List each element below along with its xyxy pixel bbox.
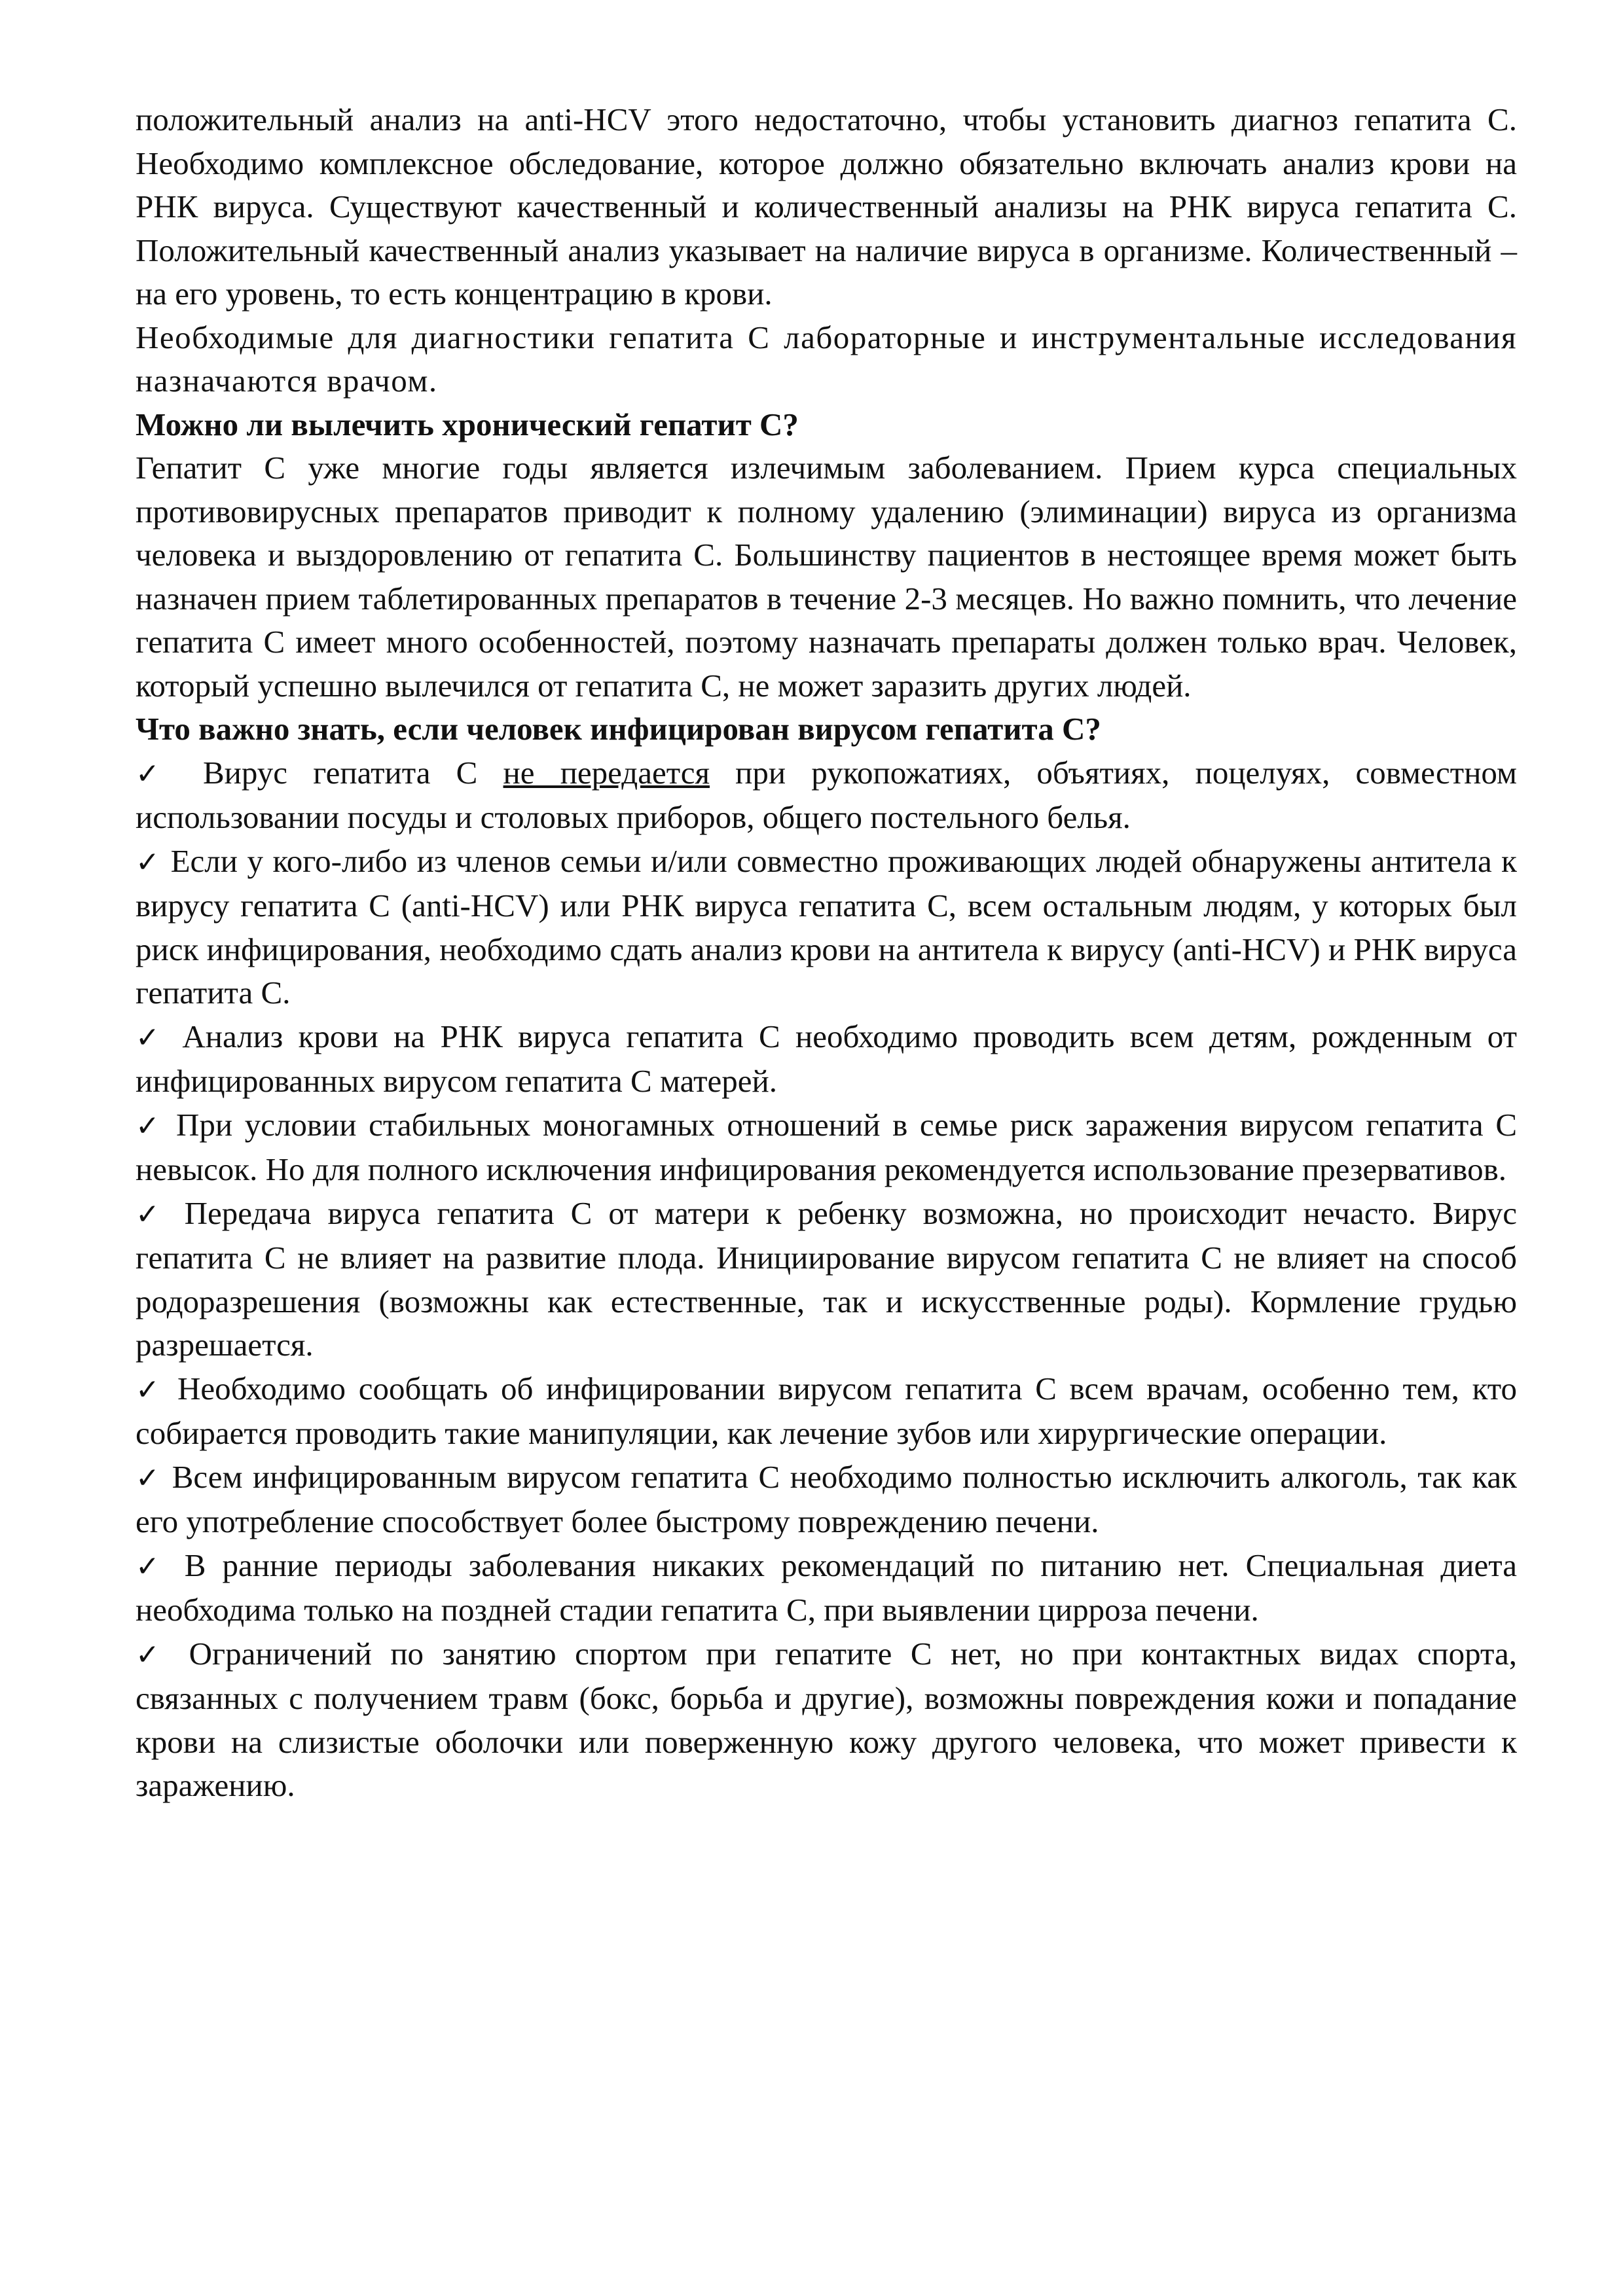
- list-item-inform-doctors: [136, 1367, 1517, 1456]
- item-text-end: при рукопожатиях, объятиях, поцелуях, совместном использовании посуды и столовых приборов, общего постельного белья.: [136, 754, 1517, 835]
- check-mark-icon: ✓: [136, 1197, 168, 1231]
- list-item-transmission: [136, 751, 1517, 840]
- check-mark-icon: ✓: [136, 1638, 171, 1672]
- list-item-diet: [136, 1544, 1517, 1632]
- list-item-sports: [136, 1632, 1517, 1808]
- treatment-paragraph: Гепатит С уже многие годы является излечимым заболеванием. Прием курса специальных противовирусных препаратов приводит к полному удалению (элиминации) вируса из организма человека и выздоровлению от гепатита С. Большинству пациентов в нестоящее время может быть назначен прием таблетированных препаратов в течение 2-3 месяцев. Но важно помнить, что лечение гепатита С имеет много особенностей, поэтому назначать препараты должен только врач. Человек, который успешно вылечился от гепатита С, не может заразить других людей.: [136, 450, 1517, 704]
- item-text: При условии стабильных моногамных отношений в семье риск заражения вирусом гепатита С невысок. Но для полного исключения инфицирования рекомендуется использование презервативов.: [136, 1106, 1517, 1187]
- list-item-alcohol: [136, 1456, 1517, 1544]
- item-text: Ограничений по занятию спортом при гепатите С нет, но при контактных видах спорта, связанных с получением травм (бокс, борьба и другие), возможны повреждения кожи и попадание крови на слизистые оболочки или поверженную кожу другого человека, что может привести к заражению.: [136, 1635, 1518, 1803]
- treatment-heading: Можно ли вылечить хронический гепатит С?: [136, 406, 799, 442]
- item-text-start: Вирус гепатита С: [203, 754, 503, 791]
- list-item-children-testing: [136, 1015, 1517, 1103]
- check-mark-icon: ✓: [136, 1461, 162, 1495]
- list-item-relationships: [136, 1103, 1517, 1192]
- item-text: Необходимо сообщать об инфицировании вирусом гепатита С всем врачам, особенно тем, кто собирается проводить такие манипуляции, как лечение зубов или хирургические операции.: [136, 1370, 1517, 1451]
- document-page: [136, 98, 1517, 1808]
- list-item-family-testing: [136, 840, 1517, 1015]
- diagnostics-paragraph: Необходимые для диагностики гепатита С лабораторные и инструментальные исследования назначаются врачом.: [136, 319, 1517, 399]
- infected-heading: Что важно знать, если человек инфицирован вирусом гепатита С?: [136, 711, 1101, 747]
- item-text: Анализ крови на РНК вируса гепатита С необходимо проводить всем детям, рожденным от инфицированных вирусом гепатита С матерей.: [136, 1018, 1517, 1099]
- list-item-pregnancy: [136, 1192, 1517, 1367]
- intro-paragraph: положительный анализ на anti-HCV этого недостаточно, чтобы установить диагноз гепатита С. Необходимо комплексное обследование, которое должно обязательно включать анализ крови на РНК вируса. Существуют качественный и количественный анализы на РНК вируса гепатита С. Положительный качественный анализ указывает на наличие вируса в организме. Количественный – на его уровень, то есть концентрацию в крови.: [136, 101, 1517, 312]
- check-mark-icon: ✓: [136, 757, 177, 791]
- item-text: Всем инфицированным вирусом гепатита С необходимо полностью исключить алкоголь, так как его употребление способствует более быстрому повреждению печени.: [136, 1458, 1517, 1539]
- item-text: Если у кого-либо из членов семьи и/или совместно проживающих людей обнаружены антитела к вирусу гепатита С (anti-HCV) или РНК вируса гепатита С, всем остальным людям, у которых был риск инфицирования, необходимо сдать анализ крови на антитела к вирусу (anti-HCV) и РНК вируса гепатита С.: [136, 842, 1517, 1011]
- check-mark-icon: ✓: [136, 1109, 164, 1143]
- item-text: Передача вируса гепатита С от матери к ребенку возможна, но происходит нечасто. Вирус гепатита С не влияет на развитие плода. Инициирование вирусом гепатита С не влияет на способ родоразрешения (возможны как естественные, так и искусственные роды). Кормление грудью разрешается.: [136, 1194, 1517, 1363]
- check-mark-icon: ✓: [136, 1549, 168, 1583]
- item-text-emphasis: не передается: [503, 754, 710, 791]
- check-mark-icon: ✓: [136, 1372, 165, 1407]
- check-mark-icon: ✓: [136, 1020, 167, 1054]
- item-text: В ранние периоды заболевания никаких рекомендаций по питанию нет. Специальная диета необходима только на поздней стадии гепатита С, при выявлении цирроза печени.: [136, 1547, 1517, 1628]
- check-mark-icon: ✓: [136, 845, 162, 879]
